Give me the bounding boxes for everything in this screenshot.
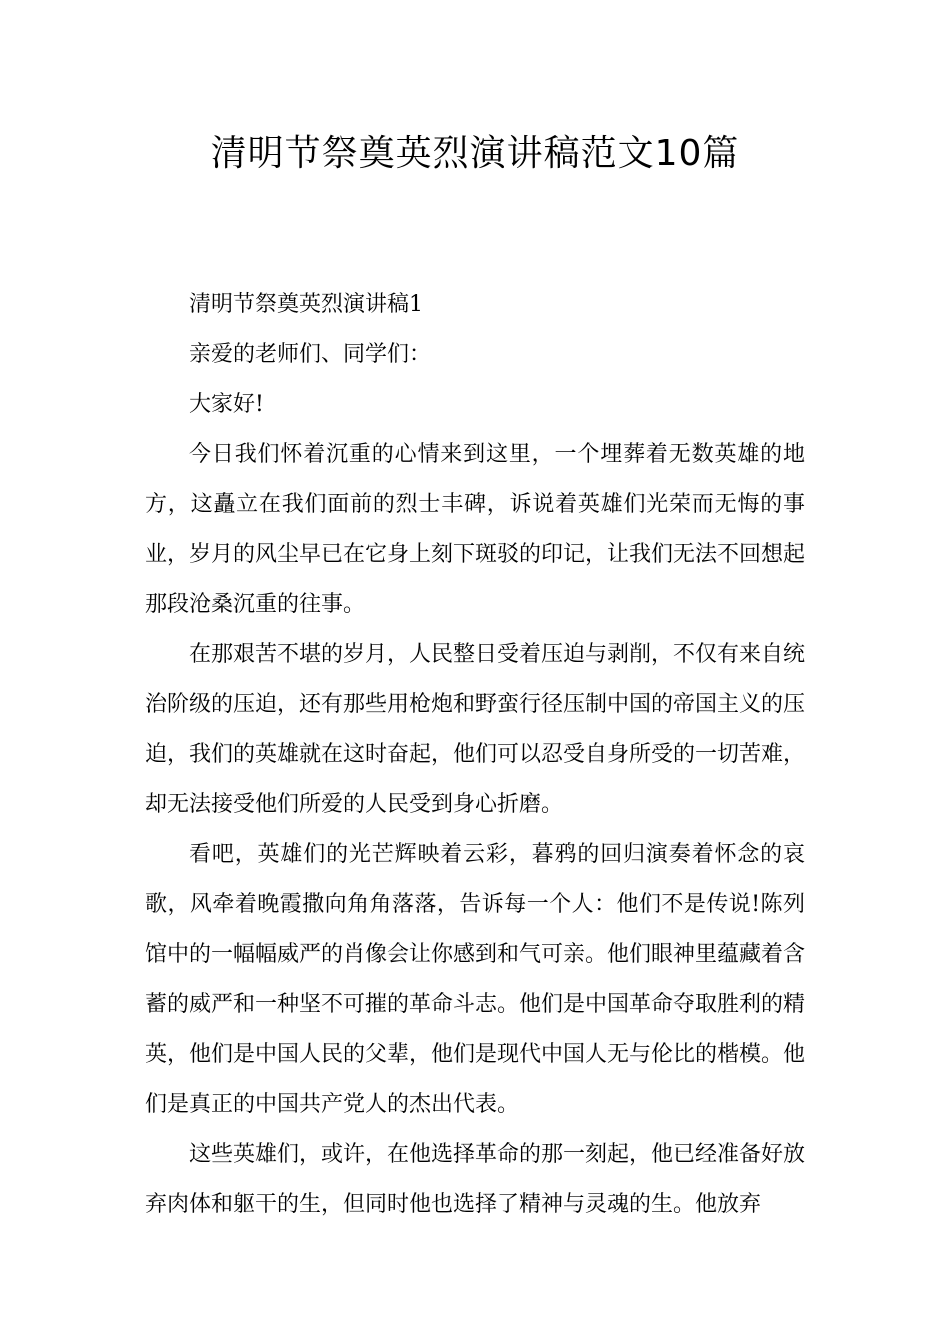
document-body: [145, 280, 805, 1230]
document-title: 清明节祭奠英烈演讲稿范文10篇: [210, 133, 740, 174]
section-heading: 清明节祭奠英烈演讲稿1: [189, 292, 423, 317]
salutation: 亲爱的老师们、同学们：: [189, 342, 432, 367]
body-paragraph: 在那艰苦不堪的岁月，人民整日受着压迫与剥削，不仅有来自统治阶级的压迫，还有那些用枪炮和野蛮行径压制中国的帝国主义的压迫，我们的英雄就在这时奋起，他们可以忍受自身所受的一切苦难，却无法接受他们所爱的人民受到身心折磨。: [145, 642, 806, 817]
body-paragraph: 这些英雄们，或许，在他选择革命的那一刻起，他已经准备好放弃肉体和躯干的生，但同时他也选择了精神与灵魂的生。他放弃: [145, 1142, 806, 1217]
body-paragraph: 看吧，英雄们的光芒辉映着云彩，暮鸦的回归演奏着怀念的哀歌，风牵着晚霞撒向角角落落，告诉每一个人：他们不是传说!陈列馆中的一幅幅威严的肖像会让你感到和气可亲。他们眼神里蕴藏着含蓄的威严和一种坚不可摧的革命斗志。他们是中国革命夺取胜利的精英，他们是中国人民的父辈，他们是现代中国人无与伦比的楷模。他们是真正的中国共产党人的杰出代表。: [145, 842, 806, 1117]
greeting: 大家好!: [189, 392, 264, 417]
body-paragraph: 今日我们怀着沉重的心情来到这里，一个埋葬着无数英雄的地方，这矗立在我们面前的烈士丰碑，诉说着英雄们光荣而无悔的事业，岁月的风尘早已在它身上刻下斑驳的印记，让我们无法不回想起那段沧桑沉重的往事。: [145, 442, 806, 617]
